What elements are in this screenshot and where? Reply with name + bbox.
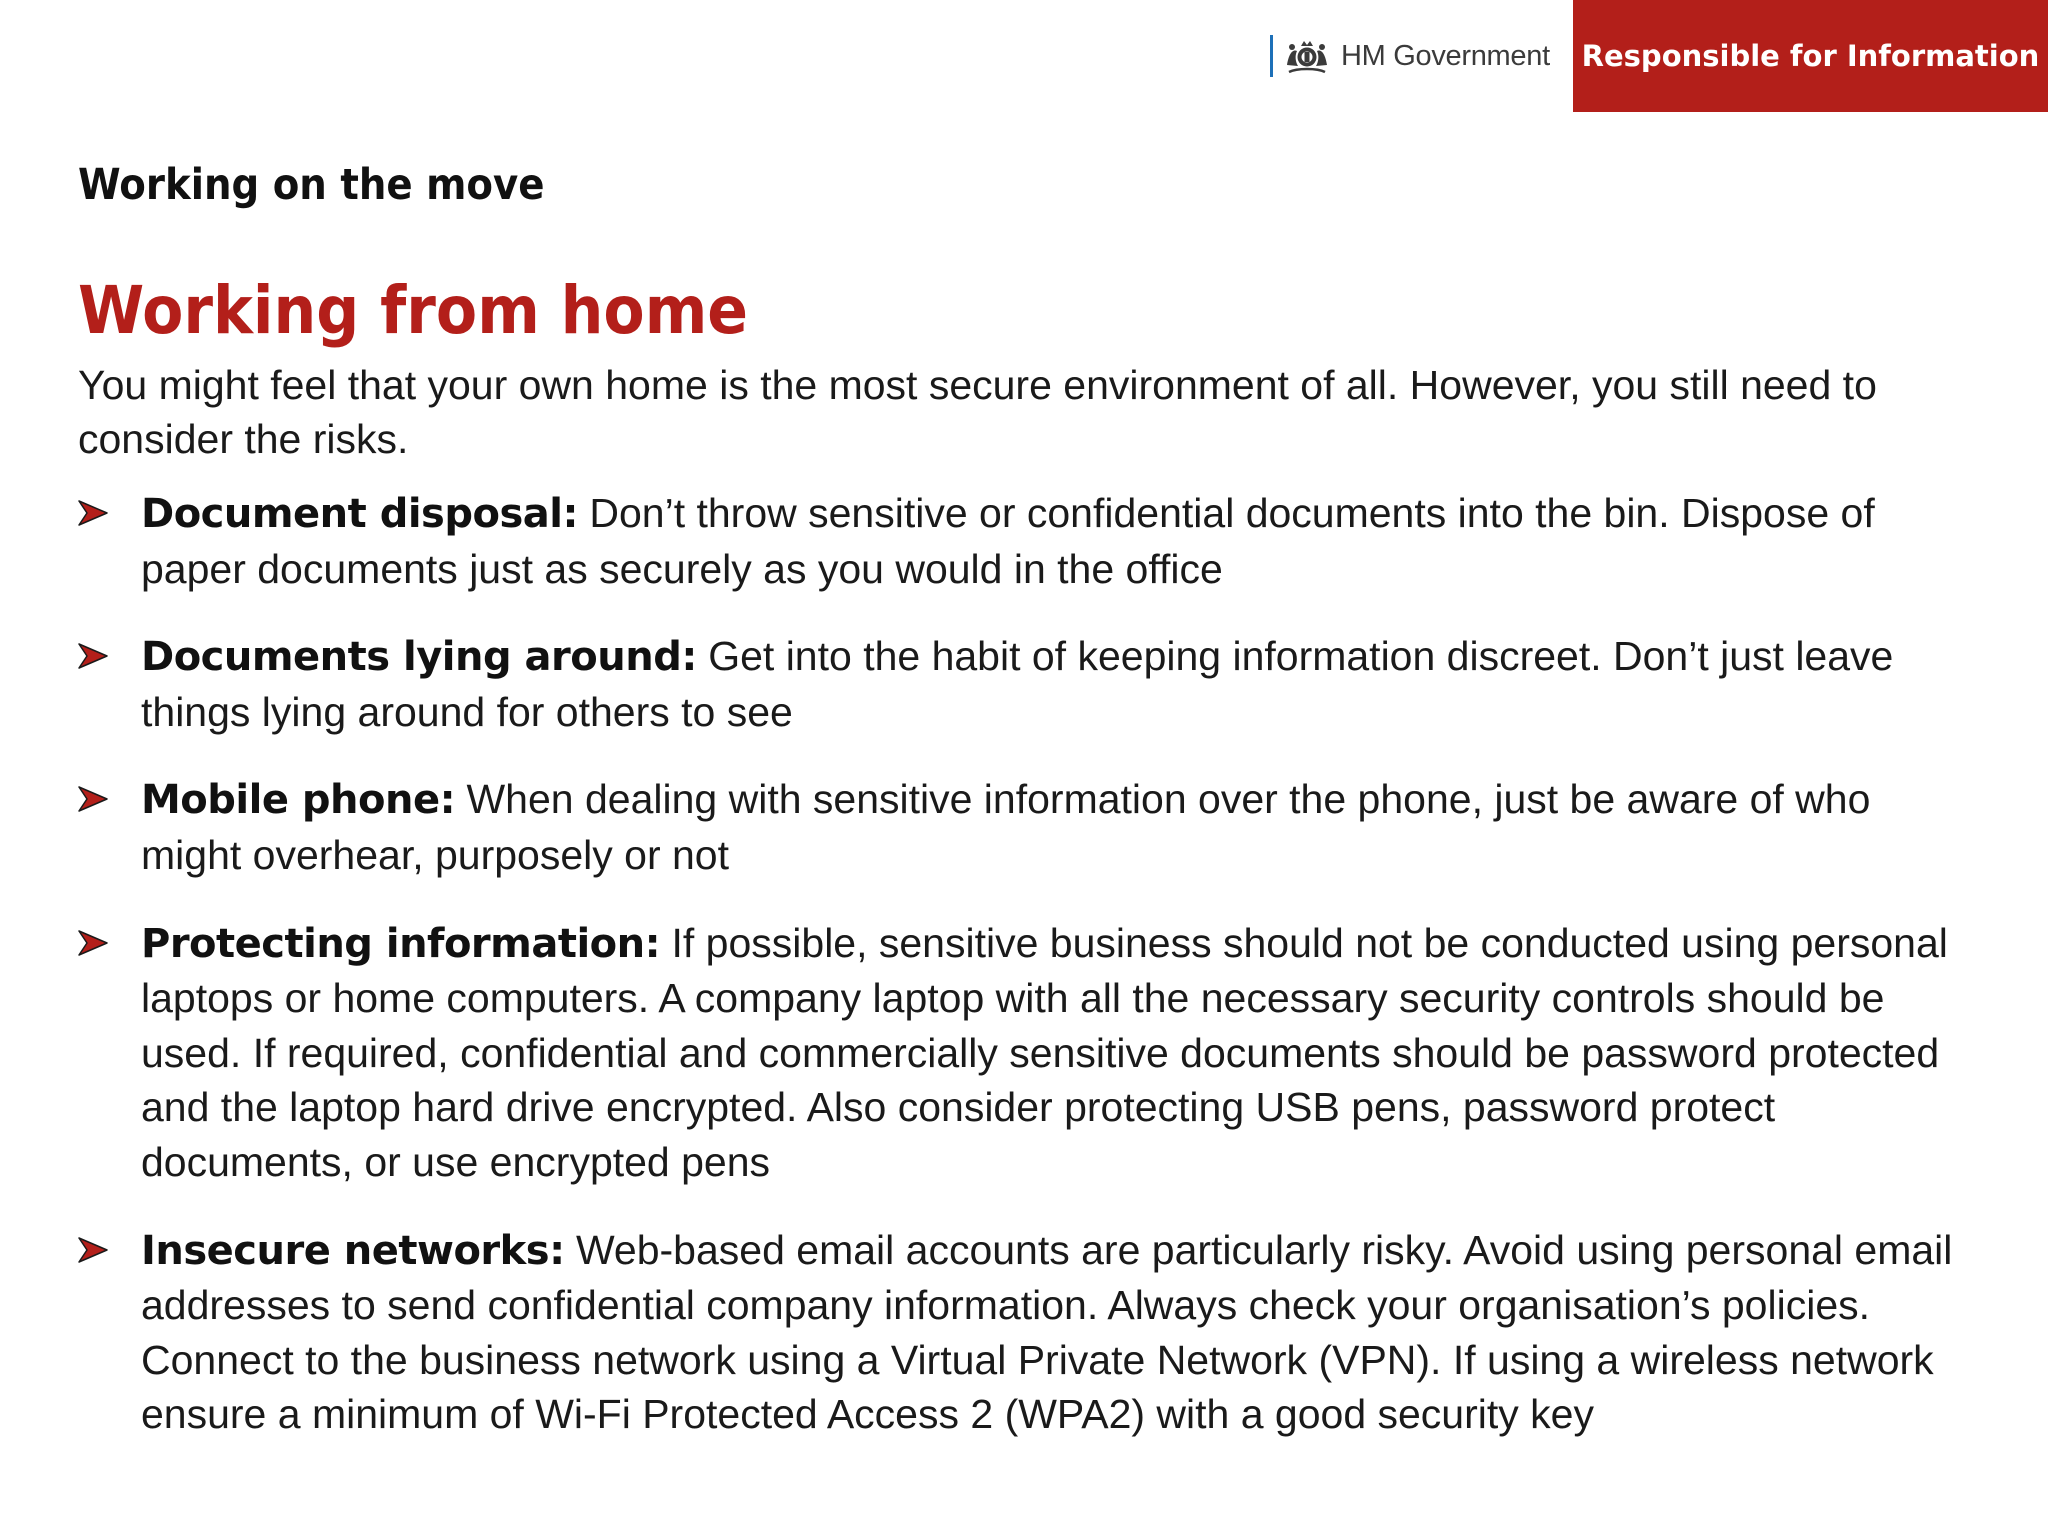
hm-government-logo: [1270, 34, 1550, 78]
list-item-document-disposal: [78, 486, 1978, 596]
bullet-term: Document disposal:: [141, 491, 578, 537]
section-label: Working on the move: [78, 160, 545, 210]
intro-paragraph: You might feel that your own home is the most secure environment of all. However, you still need to consider the risks.: [78, 362, 1877, 462]
government-name: HM Government: [1341, 39, 1550, 72]
royal-coat-of-arms-icon: [1283, 35, 1331, 77]
logo-divider: [1270, 35, 1273, 77]
list-item-insecure-networks: [78, 1223, 1978, 1442]
list-item-protecting-information: [78, 916, 1978, 1190]
bullet-term: Insecure networks:: [141, 1227, 565, 1274]
arrowhead-bullet-icon: [78, 786, 108, 812]
header-bar: [0, 0, 2048, 112]
page-title: Working from home: [78, 272, 749, 349]
bullet-text: Don’t throw sensitive or confidential documents into the bin. Dispose of paper documents just as securely as you would in the office: [141, 490, 1875, 592]
arrowhead-bullet-icon: [78, 1237, 108, 1263]
arrowhead-bullet-icon: [78, 500, 108, 526]
brand-banner: Responsible for Information: [1573, 0, 2048, 112]
arrowhead-bullet-icon: [78, 930, 108, 956]
bullet-text: Web-based email accounts are particularly risky. Avoid using personal email addresses to send confidential company information. Always check your organisation’s policies. Connect to the business network using a Virtual Private Network (VPN). If using a wireless network ensure a minimum of Wi-Fi Protected Access 2 (WPA2) with a good security key: [141, 1226, 1953, 1438]
bullet-term: Documents lying around:: [141, 634, 697, 681]
bullet-text: Get into the habit of keeping information discreet. Don’t just leave things lying around for others to see: [141, 633, 1894, 735]
bullet-text: If possible, sensitive business should not be conducted using personal laptops or home computers. A company laptop with all the necessary security controls should be used. If required, confidential and commercially sensitive documents should be password protected and the laptop hard drive encrypted. Also consider protecting USB pens, password protect documents, or use encrypted pens: [141, 919, 1948, 1185]
risk-list: [78, 486, 1978, 1475]
bullet-term: Mobile phone:: [141, 777, 456, 824]
list-item-documents-lying-around: [78, 629, 1978, 739]
list-item-mobile-phone: [78, 772, 1978, 882]
bullet-term: Protecting information:: [141, 920, 661, 967]
bullet-text: When dealing with sensitive information over the phone, just be aware of who might overhear, purposely or not: [141, 776, 1871, 878]
arrowhead-bullet-icon: [78, 643, 108, 669]
